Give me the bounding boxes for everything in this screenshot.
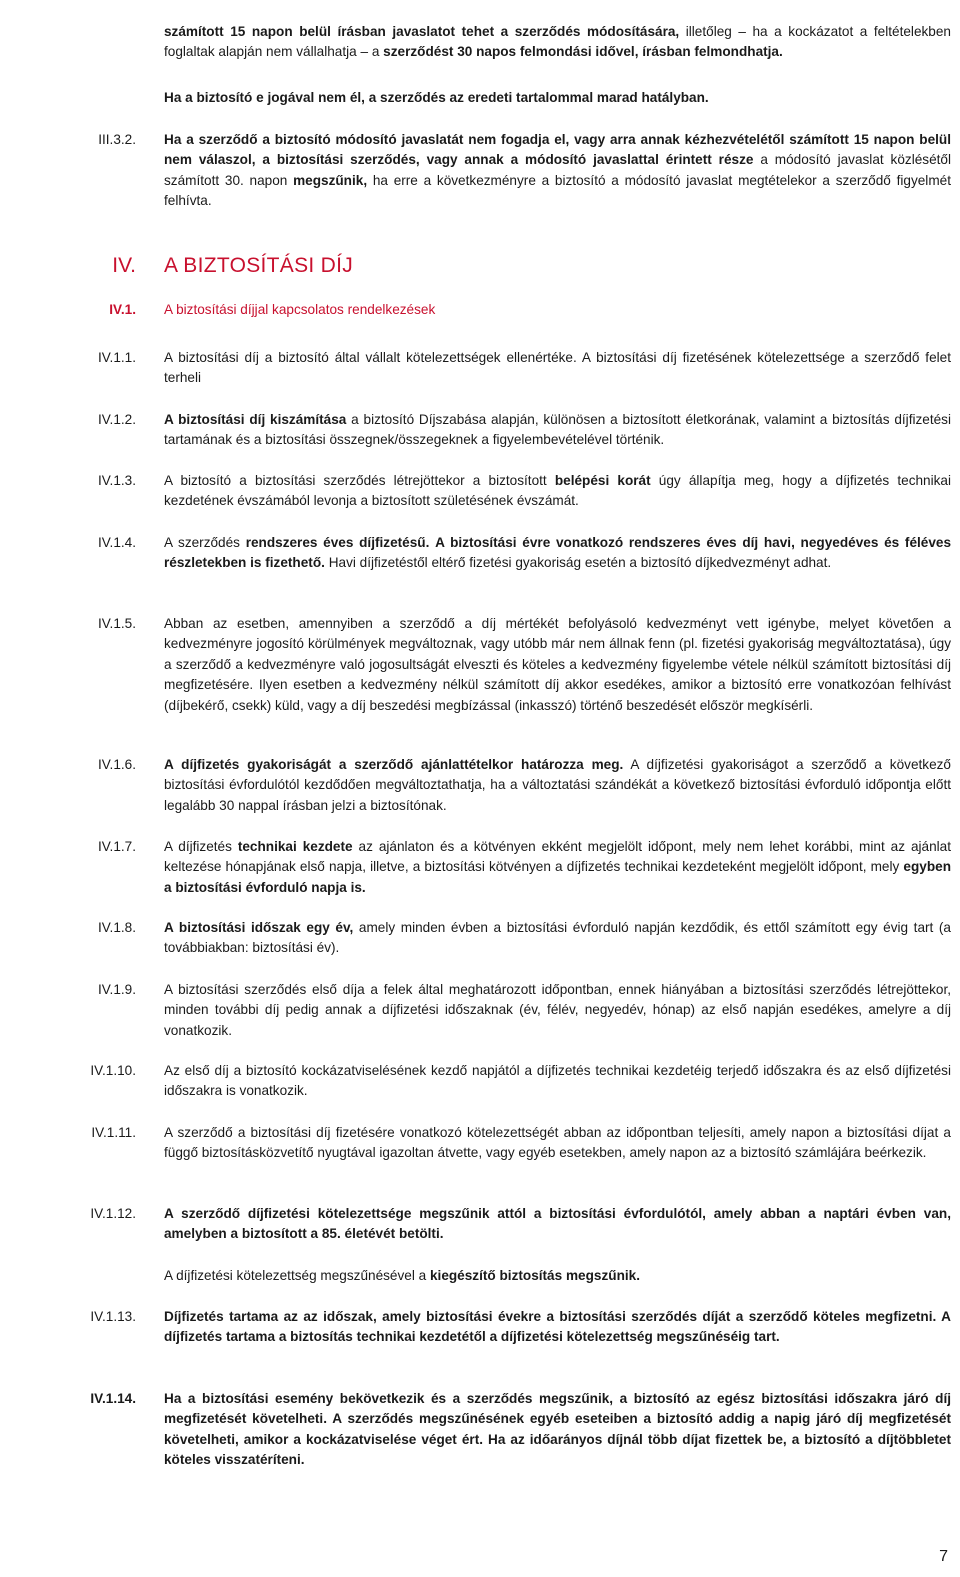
subsection-title: A biztosítási díjjal kapcsolatos rendelkezések: [164, 302, 436, 317]
clause-text: A biztosítási díj kiszámítása a biztosító Díjszabása alapján, különösen a biztosított életkorának, valamint a biztosítás díjfizetési tartamának és a biztosítási összegnek/összegeknek a figyelembevételével történik.: [164, 412, 952, 448]
clause-text: A biztosítási díj a biztosító által vállalt kötelezettségek ellenértéke. A biztosítási díj fizetésének kötelezettsége a szerződő felet terheli: [164, 350, 951, 386]
clause-text: Ha a szerződő a biztosító módosító javaslatát nem fogadja el, vagy arra annak kézhezvételétől számított 15 napon belül nem válaszol, a biztosítási szerződés, vagy annak a módosító javaslattal érintett része a módosító javaslat közlésétől számított 30. napon megszűnik, ha erre a következményre a biztosító a módosító javaslat megtételekor a szerződő figyelmét felhívta.: [164, 132, 951, 209]
clause-text: Abban az esetben, amennyiben a szerződő a díj mértékét befolyásoló kedvezményt vett igénybe, melyet követően a kedvezményre jogosító körülmények megváltoznak, vagy utóbb már nem állnak fenn (pl. fizetési gyakoriság megváltoztatása), úgy a szerződő a kedvezményre való jogosultságát elveszti és köteles a kedvezmény figyelembe vétele nélkül számított biztosítási díj megfizetésére. Ilyen esetben a kedvezmény nélkül számított díj akkor esedékes, amikor a biztosító erre vonatkozóan felhívást (díjbekérő, csekk) küld, vagy a díj beszedési megbízással (inkasszó) történő beszedését először megkísérli.: [164, 616, 951, 713]
clause-number: IV.1.10.: [90, 1063, 136, 1078]
section-number: IV.: [112, 254, 136, 277]
clause-text: A díjfizetés gyakoriságát a szerződő ajánlattételkor határozza meg. A díjfizetési gyakoriságot a szerződő a következő biztosítási évfordulótól kezdődően megváltoztathatja, ha a változtatási szándékát a következő biztosítási évforduló időpontja előtt legalább 30 nappal írásban jelzi a biztosítónak.: [164, 757, 951, 813]
clause-text: A szerződő díjfizetési kötelezettsége megszűnik attól a biztosítási évfordulótól, amely abban a naptári évben van, amelyben a biztosított a 85. életévét betölti.: [164, 1206, 951, 1242]
clause-text: A díjfizetés technikai kezdete az ajánlaton és a kötvényen ekként megjelölt időpont, mely nem lehet korábbi, mint az ajánlat keltezése hónapjának első napja, illetve, a biztosítási kötvényen a díjfizetés technikai kezdeteként megjelölt időpont, mely egyben a biztosítási évforduló napja is.: [164, 839, 952, 895]
clause-text-continued: A díjfizetési kötelezettség megszűnésével a kiegészítő biztosítás megszűnik.: [164, 1268, 640, 1283]
page-number: 7: [939, 1548, 948, 1565]
clause-text: A biztosítási időszak egy év, amely minden évben a biztosítási évforduló napján kezdődik, és ettől számított egy évig tart (a továbbiakban: biztosítási év).: [164, 920, 951, 956]
clause-number: IV.1.13.: [90, 1309, 136, 1324]
section-title: A BIZTOSÍTÁSI DÍJ: [164, 254, 354, 277]
clause-number: IV.1.6.: [97, 757, 136, 772]
intro-paragraph-2: Ha a biztosító e jogával nem él, a szerződés az eredeti tartalommal marad hatályban.: [164, 90, 709, 105]
clause-number: IV.1.12.: [90, 1206, 136, 1221]
clause-text: A szerződő a biztosítási díj fizetésére vonatkozó kötelezettségét abban az időpontban teljesíti, amely napon a biztosítási díjat a függő biztosításközvetítő nyugtával igazoltan átvette, vagy egyéb esetekben, amely napon az a biztosító számlájára beérkezik.: [164, 1125, 951, 1161]
clause-number: IV.1.5.: [97, 616, 136, 631]
clause-number: IV.1.7.: [97, 839, 136, 854]
clause-number: IV.1.2.: [97, 412, 136, 427]
clause-number: IV.1.3.: [97, 473, 136, 488]
clause-text: Az első díj a biztosító kockázatviselésének kezdő napjától a díjfizetés technikai kezdetéig terjedő időszakra és az első díjfizetési időszakra is vonatkozik.: [164, 1063, 951, 1099]
clause-text: A szerződés rendszeres éves díjfizetésű. A biztosítási évre vonatkozó rendszeres éves díj havi, negyedéves és féléves részletekben is fizethető. Havi díjfizetéstől eltérő fizetési gyakoriság esetén a biztosító díjkedvezményt adhat.: [164, 535, 952, 571]
clause-number: IV.1.8.: [97, 920, 136, 935]
clause-number: IV.1.11.: [91, 1125, 136, 1140]
clause-number: IV.1.14.: [90, 1391, 136, 1406]
clause-text: Díjfizetés tartama az az időszak, amely biztosítási évekre a biztosítási szerződés díját a szerződő köteles megfizetni. A díjfizetés tartama a biztosítás technikai kezdetétől a díjfizetési kötelezettség megszűnéséig tart.: [164, 1309, 951, 1345]
clause-number: IV.1.1.: [97, 350, 136, 365]
clause-number: IV.1.9.: [97, 982, 136, 997]
clause-number: III.3.2.: [98, 132, 136, 147]
clause-number: IV.1.4.: [97, 535, 136, 550]
intro-paragraph: számított 15 napon belül írásban javaslatot tehet a szerződés módosítására, illetőleg – ha a kockázatot a feltételekben foglaltak alapján nem vállalhatja – a szerződést 30 napos felmondási idővel, írásban felmondhatja.: [164, 24, 951, 60]
clause-text: Ha a biztosítási esemény bekövetkezik és a szerződés megszűnik, a biztosító az egész biztosítási időszakra járó díj megfizetését követelheti. A szerződés megszűnésének egyéb eseteiben a biztosító addig a napig járó díj megfizetését követelheti, amikor a kockázatviselése véget ért. Ha az időarányos díjnál több díjat fizettek be, a biztosító a díjtöbbletet köteles visszatéríteni.: [164, 1391, 951, 1468]
clause-text: A biztosító a biztosítási szerződés létrejöttekor a biztosított belépési korát úgy állapítja meg, hogy a díjfizetés technikai kezdetének évszámából levonja a biztosított születésének évszámát.: [164, 473, 952, 509]
clause-text: A biztosítási szerződés első díja a felek által meghatározott időpontban, ennek hiányában a biztosítási szerződés létrejöttekor, minden további díj pedig annak a díjfizetési időszaknak (év, félév, negyedév, hónap) az első napján esedékes, amelyre a díj vonatkozik.: [164, 982, 951, 1038]
subsection-number: IV.1.: [109, 302, 136, 317]
